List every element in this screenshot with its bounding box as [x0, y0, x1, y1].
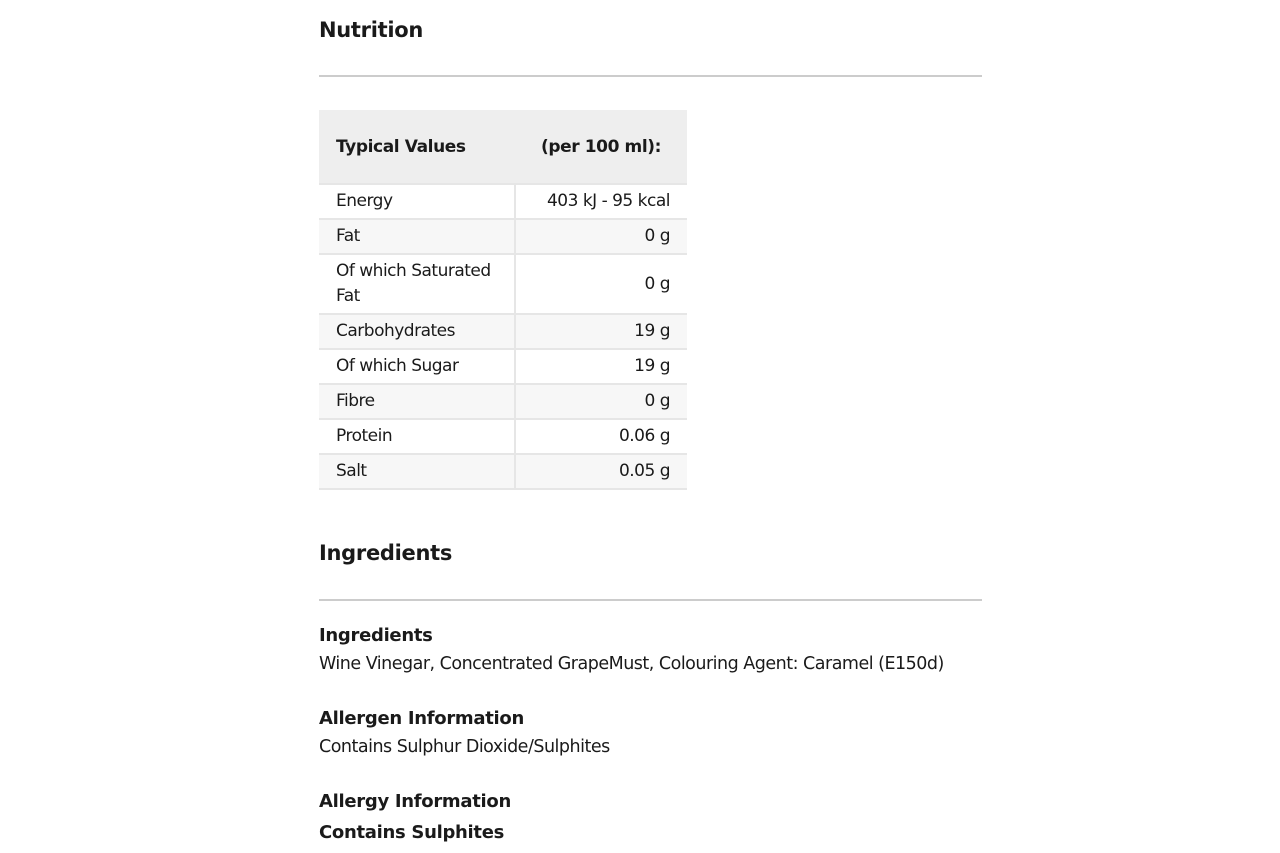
- ingredients-label: Ingredients: [319, 625, 433, 646]
- nutrient-value: 403 kJ - 95 kcal: [515, 184, 687, 219]
- nutrient-name: Salt: [319, 454, 515, 489]
- nutrient-name: Fat: [319, 219, 515, 254]
- nutrient-name: Energy: [319, 184, 515, 219]
- table-row: [319, 219, 687, 254]
- nutrient-name: Protein: [319, 419, 515, 454]
- ingredients-text: Wine Vinegar, Concentrated GrapeMust, Colouring Agent: Caramel (E150d): [319, 654, 944, 674]
- allergy-text: Contains Sulphites: [319, 822, 505, 843]
- nutrient-name: Carbohydrates: [319, 314, 515, 349]
- nutrient-value: 0.06 g: [515, 419, 687, 454]
- nutrient-value: 19 g: [515, 314, 687, 349]
- table-row: [319, 454, 687, 489]
- table-row: [319, 419, 687, 454]
- nutrient-value: 0 g: [515, 254, 687, 314]
- nutrient-name: Of which Saturated Fat: [319, 254, 515, 314]
- nutrient-name: Of which Sugar: [319, 349, 515, 384]
- allergy-block: [319, 791, 982, 843]
- allergen-text: Contains Sulphur Dioxide/Sulphites: [319, 737, 610, 757]
- nutrient-value: 0 g: [515, 219, 687, 254]
- typical-values-header: Typical Values: [319, 110, 515, 184]
- table-row: [319, 254, 687, 314]
- nutrition-heading: Nutrition: [319, 18, 424, 42]
- nutrition-table-header: [319, 110, 687, 184]
- nutrition-table: [319, 110, 687, 490]
- table-row: [319, 384, 687, 419]
- nutrition-divider: [319, 75, 982, 77]
- allergen-block: [319, 708, 982, 757]
- ingredients-block: [319, 625, 982, 674]
- per-100ml-header: (per 100 ml):: [515, 110, 687, 184]
- nutrient-value: 19 g: [515, 349, 687, 384]
- table-row: [319, 349, 687, 384]
- allergen-label: Allergen Information: [319, 708, 524, 729]
- nutrient-name: Fibre: [319, 384, 515, 419]
- table-row: [319, 314, 687, 349]
- nutrient-value: 0 g: [515, 384, 687, 419]
- ingredients-heading: Ingredients: [319, 541, 453, 565]
- nutrient-value: 0.05 g: [515, 454, 687, 489]
- table-row: [319, 184, 687, 219]
- ingredients-divider: [319, 599, 982, 601]
- allergy-label: Allergy Information: [319, 791, 511, 812]
